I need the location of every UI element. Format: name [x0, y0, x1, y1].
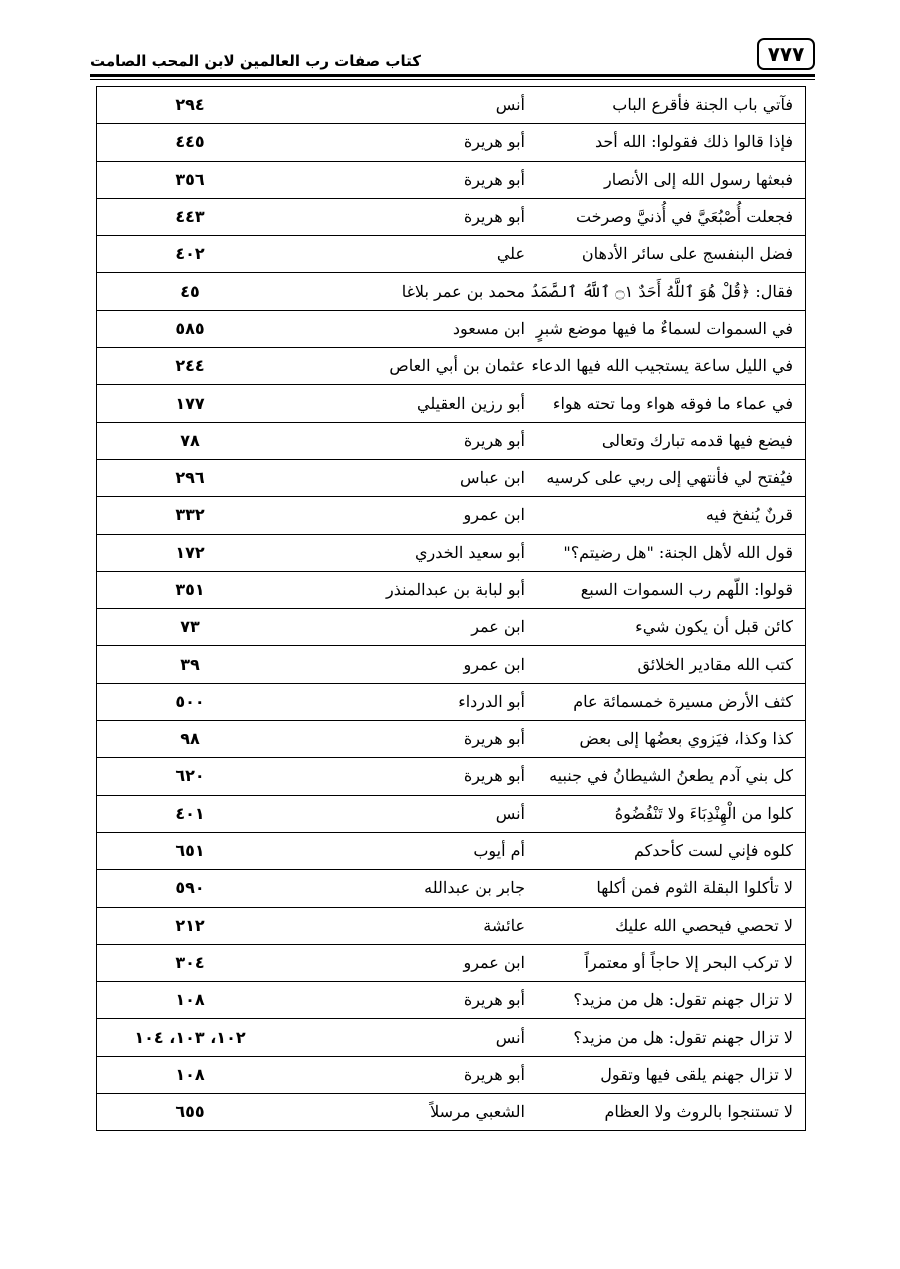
narrator: عثمان بن أبي العاص — [255, 348, 525, 385]
page-ref-cell — [97, 459, 256, 496]
table-row — [97, 124, 806, 161]
narrator: محمد بن عمر بلاغا — [255, 273, 525, 310]
hadith-text: فآتي باب الجنة فأقرع الباب — [525, 87, 806, 124]
narrator: ابن عمرو — [255, 646, 525, 683]
narrator: أبو هريرة — [255, 124, 525, 161]
table-row — [97, 422, 806, 459]
book-title: كتاب صفات رب العالمين لابن المحب الصامت — [90, 52, 421, 70]
page-reference: ٢١٢ — [175, 915, 205, 935]
narrator: أبو هريرة — [255, 982, 525, 1019]
page-ref-cell — [97, 646, 256, 683]
hadith-index-table — [96, 86, 806, 1131]
page-reference: ٤٤٣ — [175, 207, 205, 227]
narrator: أبو سعيد الخدري — [255, 534, 525, 571]
narrator: علي — [255, 236, 525, 273]
table-row — [97, 646, 806, 683]
page-ref-cell — [97, 497, 256, 534]
page-reference: ٩٨ — [180, 729, 200, 749]
page-ref-cell — [97, 385, 256, 422]
page-reference: ١٧٧ — [175, 393, 205, 413]
page-ref-cell — [97, 534, 256, 571]
hadith-text: في السموات لسماءٌ ما فيها موضع شبرٍ — [525, 310, 806, 347]
table-row — [97, 1019, 806, 1056]
hadith-text: كذا وكذا، فيَزوي بعضُها إلى بعض — [525, 721, 806, 758]
page-reference: ٣٠٤ — [175, 952, 205, 972]
page-ref-cell — [97, 198, 256, 235]
narrator: ابن عمر — [255, 609, 525, 646]
table-row — [97, 832, 806, 869]
table-row — [97, 198, 806, 235]
page-ref-cell — [97, 348, 256, 385]
narrator: جابر بن عبدالله — [255, 870, 525, 907]
table-row — [97, 87, 806, 124]
hadith-text: كل بني آدم يطعنُ الشيطانُ في جنبيه — [525, 758, 806, 795]
page-reference: ٣٥٦ — [175, 169, 205, 189]
narrator: ابن عباس — [255, 459, 525, 496]
hadith-text: لا تزال جهنم تقول: هل من مزيد؟ — [525, 982, 806, 1019]
page-ref-cell — [97, 422, 256, 459]
hadith-text: فإذا قالوا ذلك فقولوا: الله أحد — [525, 124, 806, 161]
narrator: أبو هريرة — [255, 758, 525, 795]
narrator: أبو رزين العقيلي — [255, 385, 525, 422]
page-ref-cell — [97, 310, 256, 347]
page-ref-cell — [97, 944, 256, 981]
page-ref-cell — [97, 236, 256, 273]
hadith-text: كتب الله مقادير الخلائق — [525, 646, 806, 683]
table-row — [97, 273, 806, 310]
hadith-text: فجعلت أُصْبُعَيَّ في أُذنيَّ وصرخت — [525, 198, 806, 235]
narrator: الشعبي مرسلاً — [255, 1094, 525, 1131]
hadith-text: فيُفتح لي فأنتهي إلى ربي على كرسيه — [525, 459, 806, 496]
narrator: ابن عمرو — [255, 497, 525, 534]
table-row — [97, 721, 806, 758]
page-ref-cell — [97, 982, 256, 1019]
table-row — [97, 944, 806, 981]
page-reference: ٢٩٦ — [175, 468, 205, 488]
page-ref-cell — [97, 870, 256, 907]
page-reference: ٤٤٥ — [175, 132, 205, 152]
narrator: أبو هريرة — [255, 198, 525, 235]
hadith-text: فقال: ﴿قُلْ هُوَ ٱللَّهُ أَحَدٌ ۝١ ٱللَّهُ ٱلصَّمَدُ — [525, 273, 806, 310]
header-rule — [90, 74, 815, 80]
page-ref-cell — [97, 721, 256, 758]
hadith-text: لا تركب البحر إلا حاجاً أو معتمراً — [525, 944, 806, 981]
page-reference: ١٠٨ — [175, 1064, 205, 1084]
narrator: أبو لبابة بن عبدالمنذر — [255, 571, 525, 608]
hadith-text: لا تزال جهنم تقول: هل من مزيد؟ — [525, 1019, 806, 1056]
table-row — [97, 385, 806, 422]
table-row — [97, 497, 806, 534]
table-row — [97, 161, 806, 198]
page-reference: ٤٠١ — [175, 803, 205, 823]
table-row — [97, 683, 806, 720]
page-ref-cell — [97, 161, 256, 198]
page-reference: ٤٥ — [180, 281, 200, 301]
table-row — [97, 236, 806, 273]
table-row — [97, 870, 806, 907]
hadith-text: فضل البنفسج على سائر الأدهان — [525, 236, 806, 273]
page-reference: ١٠٢، ١٠٣، ١٠٤ — [134, 1027, 246, 1047]
page-ref-cell — [97, 683, 256, 720]
page-ref-cell — [97, 907, 256, 944]
page-reference: ٢٤٤ — [175, 356, 205, 376]
narrator: أبو هريرة — [255, 161, 525, 198]
page-reference: ٦٢٠ — [175, 766, 205, 786]
hadith-text: فبعثها رسول الله إلى الأنصار — [525, 161, 806, 198]
page-reference: ٥٠٠ — [175, 691, 205, 711]
page-ref-cell — [97, 87, 256, 124]
hadith-text: كلوه فإني لست كأحدكم — [525, 832, 806, 869]
narrator: أبو هريرة — [255, 1056, 525, 1093]
hadith-text: فيضع فيها قدمه تبارك وتعالى — [525, 422, 806, 459]
narrator: أبو هريرة — [255, 422, 525, 459]
page-reference: ٥٩٠ — [175, 878, 205, 898]
page-ref-cell — [97, 273, 256, 310]
page-reference: ٣٣٢ — [175, 505, 205, 525]
narrator: أنس — [255, 87, 525, 124]
page-ref-cell — [97, 795, 256, 832]
hadith-text: قولوا: اللّهم رب السموات السبع — [525, 571, 806, 608]
page-ref-cell — [97, 832, 256, 869]
table-row — [97, 571, 806, 608]
page-reference: ٦٥٥ — [175, 1102, 205, 1122]
page-reference: ٣٥١ — [175, 580, 205, 599]
narrator: أم أيوب — [255, 832, 525, 869]
narrator: ابن مسعود — [255, 310, 525, 347]
page-reference: ١٧٢ — [175, 542, 205, 562]
page-ref-cell — [97, 124, 256, 161]
table-row — [97, 609, 806, 646]
hadith-text: كلوا من الْهِنْدِبَاءَ ولا تَنْفُضُوهُ — [525, 795, 806, 832]
hadith-text: كثف الأرض مسيرة خمسمائة عام — [525, 683, 806, 720]
hadith-text: كائن قبل أن يكون شيء — [525, 609, 806, 646]
table-row — [97, 907, 806, 944]
page-reference: ١٠٨ — [175, 990, 205, 1010]
hadith-text: قول الله لأهل الجنة: "هل رضيتم؟" — [525, 534, 806, 571]
narrator: أنس — [255, 1019, 525, 1056]
page-reference: ٢٩٤ — [175, 95, 205, 115]
table-row — [97, 310, 806, 347]
page-number: ٧٧٧ — [757, 38, 815, 70]
page-ref-cell — [97, 1056, 256, 1093]
table-row — [97, 982, 806, 1019]
page-reference: ٣٩ — [180, 654, 200, 674]
table-row — [97, 534, 806, 571]
page-ref-cell — [97, 609, 256, 646]
narrator: أبو هريرة — [255, 721, 525, 758]
page-reference: ٤٠٢ — [175, 244, 205, 264]
narrator: أبو الدرداء — [255, 683, 525, 720]
hadith-text: لا تأكلوا البقلة الثوم فمن أكلها — [525, 870, 806, 907]
page-reference: ٦٥١ — [175, 841, 205, 861]
narrator: أنس — [255, 795, 525, 832]
table-row — [97, 459, 806, 496]
narrator: ابن عمرو — [255, 944, 525, 981]
hadith-text: قرنٌ يُنفخ فيه — [525, 497, 806, 534]
hadith-text: لا تزال جهنم يلقى فيها وتقول — [525, 1056, 806, 1093]
page-reference: ٥٨٥ — [175, 318, 205, 338]
table-row — [97, 758, 806, 795]
table-row — [97, 1094, 806, 1131]
hadith-text: في الليل ساعة يستجيب الله فيها الدعاء — [525, 348, 806, 385]
hadith-text: لا تستنجوا بالروث ولا العظام — [525, 1094, 806, 1131]
page-ref-cell — [97, 1019, 256, 1056]
page-header — [90, 38, 815, 78]
page-ref-cell — [97, 758, 256, 795]
page-reference: ٧٨ — [180, 430, 200, 450]
table-row — [97, 795, 806, 832]
page-reference: ٧٣ — [180, 617, 200, 637]
hadith-text: في عماء ما فوقه هواء وما تحته هواء — [525, 385, 806, 422]
narrator: عائشة — [255, 907, 525, 944]
table-row — [97, 348, 806, 385]
page-ref-cell — [97, 571, 256, 608]
hadith-text: لا تحصي فيحصي الله عليك — [525, 907, 806, 944]
table-row — [97, 1056, 806, 1093]
page-ref-cell — [97, 1094, 256, 1131]
